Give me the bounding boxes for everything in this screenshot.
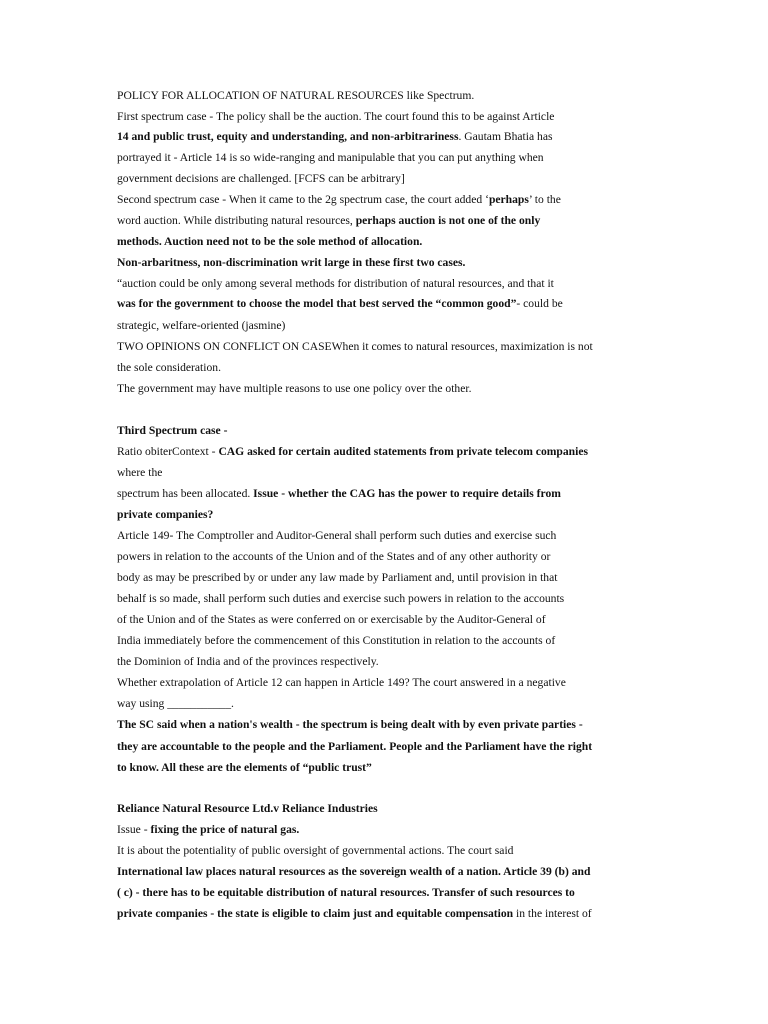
bold-text-segment: 14 and public trust, equity and understanding, and non-arbitrariness [117,130,459,143]
text-line [117,822,299,837]
bold-text-segment: was for the government to choose the model that best served the “common good” [117,297,517,310]
text-segment: in the interest of [513,907,592,920]
text-line [117,739,592,754]
text-segment: of the Union and of the States as were conferred on or exercisable by the Auditor-General of [117,613,546,626]
text-segment: Whether extrapolation of Article 12 can happen in Article 149? The court answered in a negative [117,676,566,689]
bold-text-segment: to know. All these are the elements of “public trust” [117,761,372,774]
text-line [117,864,590,879]
text-segment: Second spectrum case - When it came to the 2g spectrum case, the court added ‘ [117,193,489,206]
text-line [117,486,561,501]
text-segment: The government may have multiple reasons to use one policy over the other. [117,382,472,395]
bold-text-segment: perhaps auction is not one of the only [355,214,541,227]
bold-text-segment: Issue - whether the CAG has the power to require details from [253,487,561,500]
bold-text-segment: private companies? [117,508,214,521]
text-line [117,381,471,396]
text-segment: Article 149- The Comptroller and Auditor-General shall perform such duties and exercise such [117,529,557,542]
text-line [117,444,588,459]
text-line [117,549,550,564]
text-segment: Ratio obiterContext - [117,445,219,458]
bold-text-segment: ( c) - there has to be equitable distribution of natural resources. Transfer of such resources to [117,886,575,899]
text-segment: way using ___________. [117,697,234,710]
bold-text-segment: CAG asked for certain audited statements from private telecom companies [218,445,588,458]
text-line [117,109,554,124]
text-line [117,612,546,627]
bold-text-segment: Non-arbaritness, non-discrimination writ large in these first two cases. [117,256,466,269]
text-segment: the sole consideration. [117,361,221,374]
text-line [117,88,474,103]
bold-text-segment: private companies - the state is eligible to claim just and equitable compensation [117,907,514,920]
text-line [117,150,544,165]
text-segment: . Gautam Bhatia has [458,130,553,143]
text-line [117,591,564,606]
bold-text-segment: perhaps [488,193,529,206]
bold-text-segment: Third Spectrum case - [117,424,228,437]
text-segment: It is about the potentiality of public oversight of governmental actions. The court said [117,844,514,857]
text-segment: Issue - [117,823,151,836]
text-line [117,843,513,858]
text-line [117,801,378,816]
text-segment: government decisions are challenged. [FCFS can be arbitrary] [117,172,405,185]
text-segment: - could be [516,297,563,310]
text-line [117,213,540,228]
bold-text-segment: The SC said when a nation's wealth - the spectrum is being dealt with by even private parties - [117,718,583,731]
text-line [117,528,556,543]
text-line [117,570,557,585]
text-segment: “auction could be only among several methods for distribution of natural resources, and that it [117,277,554,290]
text-line [117,654,379,669]
text-segment: POLICY FOR ALLOCATION OF NATURAL RESOURCES like Spectrum. [117,89,475,102]
text-line [117,129,552,144]
text-line [117,696,234,711]
bold-text-segment: fixing the price of natural gas. [150,823,300,836]
text-segment: ’ to the [528,193,561,206]
text-line [117,360,221,375]
bold-text-segment: Reliance Natural Resource Ltd.v Reliance Industries [117,802,378,815]
text-segment: India immediately before the commencement of this Constitution in relation to the accounts of [117,634,556,647]
text-segment: word auction. While distributing natural resources, [117,214,356,227]
text-line [117,318,285,333]
text-line [117,339,593,354]
text-line [117,465,162,480]
text-line [117,192,561,207]
text-segment: portrayed it - Article 14 is so wide-ranging and manipulable that you can put anything when [117,151,544,164]
text-segment: powers in relation to the accounts of the Union and of the States and of any other authority or [117,550,551,563]
bold-text-segment: International law places natural resources as the sovereign wealth of a nation. Article 39 (b) and [117,865,591,878]
text-line [117,906,592,921]
text-segment: TWO OPINIONS ON CONFLICT ON CASEWhen it comes to natural resources, maximization is not [117,340,593,353]
bold-text-segment: they are accountable to the people and the Parliament. People and the Parliament have the right [117,740,593,753]
bold-text-segment: methods. Auction need not to be the sole method of allocation. [117,235,423,248]
text-line [117,255,465,270]
text-segment: strategic, welfare-oriented (jasmine) [117,319,286,332]
text-line [117,296,563,311]
text-line [117,717,583,732]
text-line [117,633,555,648]
text-segment: where the [117,466,163,479]
text-segment: spectrum has been allocated. [117,487,254,500]
text-segment: behalf is so made, shall perform such duties and exercise such powers in relation to the accounts [117,592,565,605]
text-segment: body as may be prescribed by or under any law made by Parliament and, until provision in that [117,571,558,584]
text-line [117,234,422,249]
text-line [117,276,554,291]
text-segment: First spectrum case - The policy shall be the auction. The court found this to be against Article [117,110,555,123]
text-segment: the Dominion of India and of the provinces respectively. [117,655,379,668]
text-line [117,885,575,900]
text-line [117,507,213,522]
text-line [117,171,405,186]
text-line [117,675,566,690]
text-line [117,760,372,775]
text-line [117,423,227,438]
